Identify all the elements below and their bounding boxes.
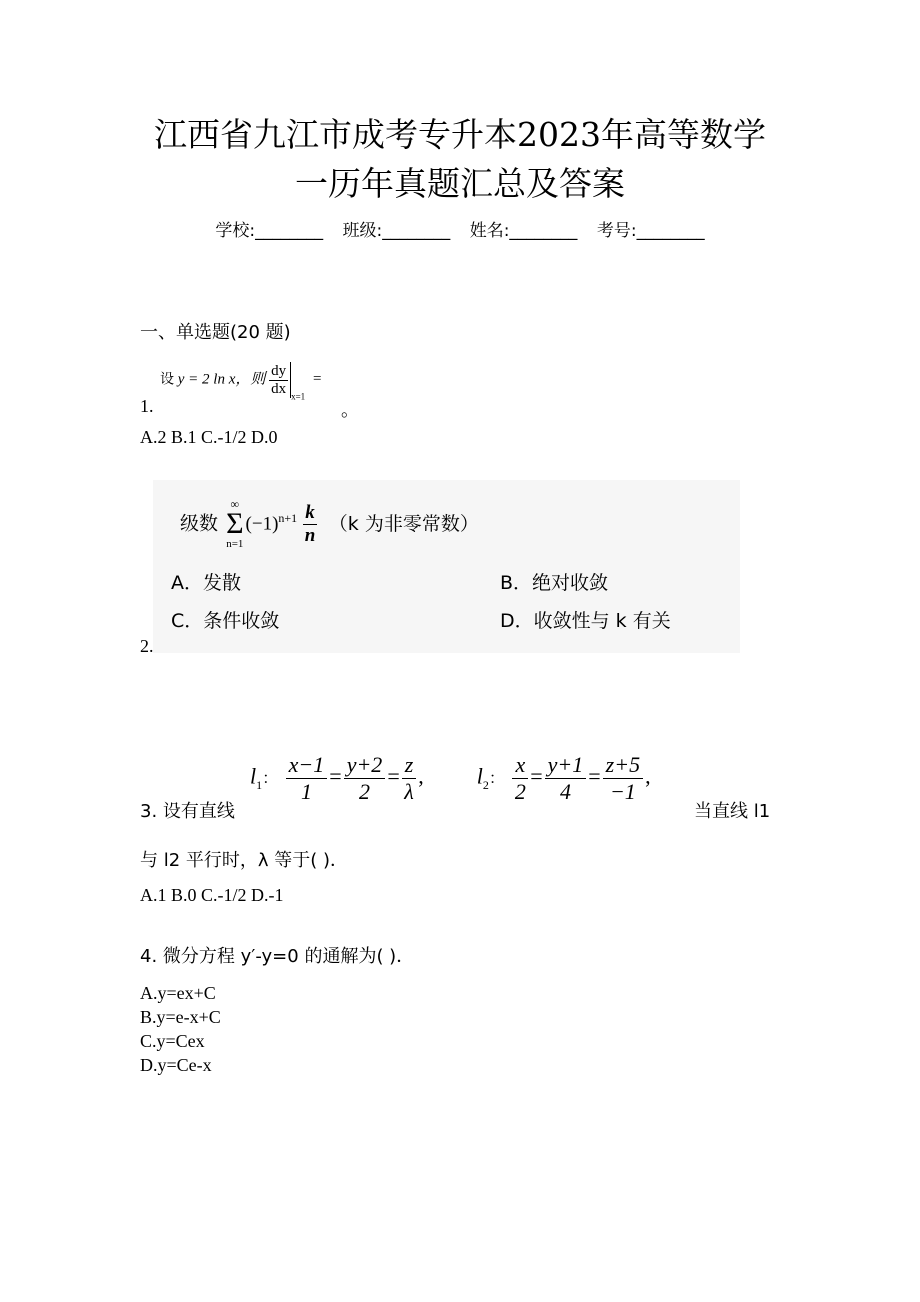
school-field: 学校:________ <box>215 221 324 241</box>
q3-l1-f3-num: z <box>402 752 417 779</box>
q2-fraction <box>303 502 317 547</box>
q3-l1-f2-num: y+2 <box>344 752 386 779</box>
q4-option-a: A.y=ex+C <box>140 983 216 1003</box>
q3-stem-line2: 与 l2 平行时，λ 等于( )． <box>140 850 349 871</box>
q3-l2-f1-num: x <box>512 752 528 779</box>
q1-formula-prefix: 设 <box>160 371 174 388</box>
q1-deriv-den: dx <box>271 380 287 397</box>
page-title-line1: 江西省九江市成考专升本2023年高等数学 <box>154 115 766 154</box>
q2-sum-symbol <box>226 498 243 550</box>
q1-formula-expr: y = 2 ln x，则 <box>177 371 266 388</box>
q3-l1-frac1 <box>286 752 328 805</box>
q1-derivative <box>269 363 288 398</box>
q2-sum-top: ∞ <box>230 497 240 511</box>
q3-l2-colon: ： <box>488 768 505 788</box>
q3-l1-colon: ： <box>262 768 279 788</box>
q3-l2-frac1 <box>512 752 528 805</box>
q3-l2-f2-den: 4 <box>559 779 571 804</box>
q1-equals: = <box>312 371 322 388</box>
q2-option-a: A．发散 <box>171 572 241 594</box>
q2-stem <box>180 498 479 550</box>
exam-number-field: 考号:________ <box>596 221 705 241</box>
q2-sum-bottom: n=1 <box>226 538 244 550</box>
q3-l1: l <box>250 763 257 789</box>
q2-frac-den: n <box>304 524 316 546</box>
q3-l2-frac2 <box>545 752 587 805</box>
q4-option-d: D.y=Ce-x <box>140 1055 212 1075</box>
q1-options: A.2 B.1 C.-1/2 D.0 <box>140 427 278 447</box>
q1-end-mark: 。 <box>341 400 359 421</box>
q2-term: (−1) <box>245 513 279 535</box>
q3-stem-suffix: 当直线 l1 <box>694 801 771 822</box>
q2-frac-num: k <box>305 501 315 523</box>
q3-l2: l <box>476 763 483 789</box>
q3-l1-f3-den: λ <box>404 779 414 804</box>
q3-l2-f3-den: −1 <box>609 779 636 804</box>
q3-l2-sub: 2 <box>482 777 489 792</box>
q3-stem-prefix: 3. 设有直线 <box>140 801 235 822</box>
q3-l2-f2-num: y+1 <box>545 752 587 779</box>
q2-stem-prefix: 级数 <box>180 512 219 535</box>
q2-sigma: Σ <box>226 507 244 540</box>
name-field: 姓名:________ <box>469 221 578 241</box>
q4-stem: 4. 微分方程 y′-y=0 的通解为( )． <box>140 946 415 967</box>
q3-l1-frac2 <box>344 752 386 805</box>
class-field: 班级:________ <box>342 221 451 241</box>
q3-l1-f2-den: 2 <box>359 779 370 804</box>
q3-formula-image: $l_1$： $\frac{x-1}{1}$ = $\frac{y+2}{2}$ = $\frac{z}{\lambda}$ , $l_2$： $\frac{x}{2}$ = $\frac{y+1}{4}$ = $\frac{z+5}{-1}$ , <box>250 752 651 804</box>
q1-number: 1. <box>140 396 154 416</box>
section-heading: 一、单选题(20 题) <box>140 322 291 343</box>
q1-deriv-num: dy <box>271 362 287 379</box>
q2-option-d: D．收敛性与 k 有关 <box>500 610 671 632</box>
q1-formula-image <box>160 362 332 408</box>
q3-l2-f3-num: z+5 <box>603 752 643 779</box>
q3-l2-f1-den: 2 <box>514 779 526 804</box>
q2-term-exp: n+1 <box>278 511 298 526</box>
student-info-fields <box>0 216 920 241</box>
q2-number: 2. <box>140 636 154 656</box>
page-title-line2: 一历年真题汇总及答案 <box>295 164 625 203</box>
q1-eval-sub: x=1 <box>291 391 306 402</box>
q3-l1-sub: 1 <box>256 777 263 792</box>
q3-l1-f1-den: 1 <box>300 779 312 804</box>
q2-stem-note: （k 为非零常数） <box>328 512 479 535</box>
q3-l2-frac3 <box>603 752 643 805</box>
q2-option-c: C．条件收敛 <box>171 610 280 632</box>
q3-options: A.1 B.0 C.-1/2 D.-1 <box>140 885 284 905</box>
q4-option-b: B.y=e-x+C <box>140 1007 221 1027</box>
q2-option-b: B．绝对收敛 <box>500 572 609 594</box>
q3-l1-f1-num: x−1 <box>286 752 328 779</box>
q4-option-c: C.y=Cex <box>140 1031 205 1051</box>
q3-l1-frac3 <box>402 752 417 805</box>
q2-question-image <box>153 480 740 653</box>
